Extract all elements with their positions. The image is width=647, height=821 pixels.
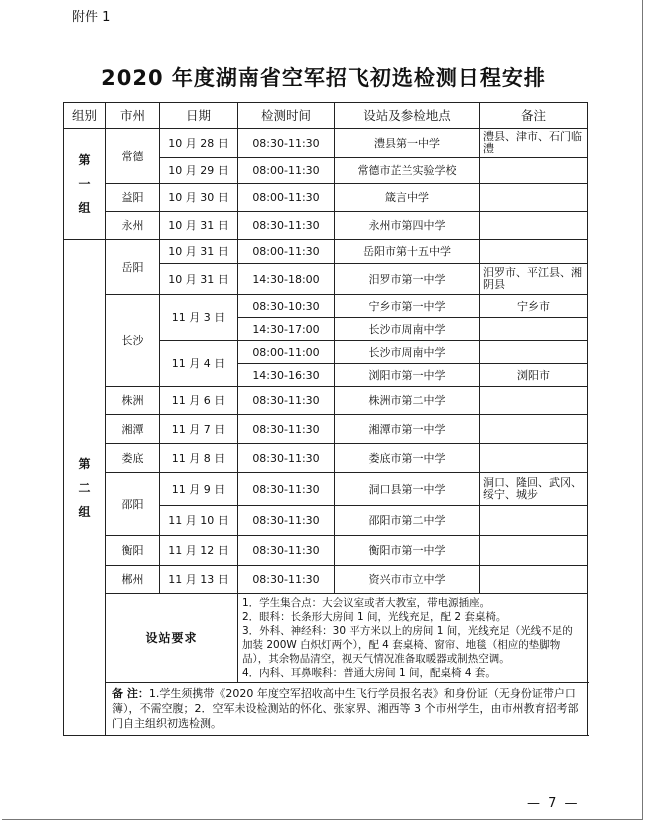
header-date: 日期 — [160, 103, 238, 129]
date-cell: 11 月 8 日 — [160, 444, 238, 473]
table-row — [64, 212, 588, 240]
site-cell: 株洲市第二中学 — [335, 387, 480, 415]
time-cell: 14:30-18:00 — [238, 264, 335, 295]
note-cell: 浏阳市 — [480, 364, 588, 387]
date-cell: 10 月 28 日 — [160, 129, 238, 158]
time-cell: 08:00-11:30 — [238, 184, 335, 212]
table-row — [64, 387, 588, 415]
date-cell: 11 月 9 日 — [160, 473, 238, 506]
header-site: 设站及参检地点 — [335, 103, 480, 129]
site-cell: 宁乡市第一中学 — [335, 295, 480, 318]
time-cell: 08:30-11:30 — [238, 536, 335, 566]
time-cell: 14:30-16:30 — [238, 364, 335, 387]
city-cell: 株洲 — [106, 387, 160, 415]
header-note: 备注 — [480, 103, 588, 129]
note-cell — [480, 212, 588, 240]
city-cell: 郴州 — [106, 566, 160, 594]
note-cell — [480, 444, 588, 473]
site-cell: 娄底市第一中学 — [335, 444, 480, 473]
note-cell — [480, 240, 588, 264]
time-cell: 14:30-17:00 — [238, 318, 335, 341]
table-row — [64, 415, 588, 444]
site-cell: 澧县第一中学 — [335, 129, 480, 158]
time-cell: 08:00-11:30 — [238, 158, 335, 184]
site-cell: 常德市芷兰实验学校 — [335, 158, 480, 184]
note-cell — [480, 387, 588, 415]
table-row — [64, 444, 588, 473]
date-cell: 10 月 30 日 — [160, 184, 238, 212]
time-cell: 08:30-11:30 — [238, 212, 335, 240]
time-cell: 08:00-11:00 — [238, 341, 335, 364]
page-title: 2020 年度湖南省空军招飞初选检测日程安排 — [101, 66, 546, 90]
note-cell: 澧县、津市、石门临澧 — [480, 129, 588, 158]
table-header-row — [64, 103, 588, 129]
site-cell: 岳阳市第十五中学 — [335, 240, 480, 264]
table-row — [64, 129, 588, 158]
site-cell: 汨罗市第一中学 — [335, 264, 480, 295]
group-cell: 第 二 组 — [64, 240, 106, 736]
note-cell — [480, 415, 588, 444]
date-cell: 11 月 13 日 — [160, 566, 238, 594]
city-cell: 长沙 — [106, 295, 160, 387]
time-cell: 08:30-11:30 — [238, 473, 335, 506]
site-cell: 长沙市周南中学 — [335, 341, 480, 364]
requirement-item: 4．内科、耳鼻喉科：普通大房间 1 间，配桌椅 4 套。 — [242, 667, 496, 679]
date-cell: 11 月 3 日 — [160, 295, 238, 341]
date-cell: 10 月 31 日 — [160, 240, 238, 264]
note-cell — [480, 506, 588, 536]
note-cell — [480, 318, 588, 341]
requirement-item: 1．学生集合点：大会议室或者大教室，带电源插座。 — [242, 597, 491, 609]
site-cell: 永州市第四中学 — [335, 212, 480, 240]
date-cell: 11 月 10 日 — [160, 506, 238, 536]
note-cell — [480, 536, 588, 566]
note-cell — [480, 158, 588, 184]
note-cell — [480, 566, 588, 594]
site-cell: 长沙市周南中学 — [335, 318, 480, 341]
group-cell: 第 一 组 — [64, 129, 106, 240]
table-row — [64, 566, 588, 594]
note-cell — [480, 184, 588, 212]
note-cell: 洞口、隆回、武冈、绥宁、城步 — [480, 473, 588, 506]
requirements-row — [64, 594, 588, 683]
city-cell: 永州 — [106, 212, 160, 240]
schedule-table — [63, 102, 588, 736]
table-row — [64, 240, 588, 264]
city-cell: 娄底 — [106, 444, 160, 473]
site-cell: 衡阳市第一中学 — [335, 536, 480, 566]
site-cell: 邵阳市第二中学 — [335, 506, 480, 536]
note-cell: 汨罗市、平江县、湘阴县 — [480, 264, 588, 295]
time-cell: 08:30-11:30 — [238, 444, 335, 473]
header-time: 检测时间 — [238, 103, 335, 129]
time-cell: 08:00-11:30 — [238, 240, 335, 264]
table-row — [64, 184, 588, 212]
date-cell: 10 月 29 日 — [160, 158, 238, 184]
time-cell: 08:30-10:30 — [238, 295, 335, 318]
time-cell: 08:30-11:30 — [238, 415, 335, 444]
time-cell: 08:30-11:30 — [238, 129, 335, 158]
date-cell: 11 月 4 日 — [160, 341, 238, 387]
time-cell: 08:30-11:30 — [238, 387, 335, 415]
date-cell: 11 月 7 日 — [160, 415, 238, 444]
site-cell: 湘潭市第一中学 — [335, 415, 480, 444]
note-cell: 宁乡市 — [480, 295, 588, 318]
header-group: 组别 — [64, 103, 106, 129]
footnote-cell — [106, 683, 588, 736]
time-cell: 08:30-11:30 — [238, 506, 335, 536]
site-cell: 资兴市市立中学 — [335, 566, 480, 594]
requirement-item: 2．眼科：长条形大房间 1 间，光线充足，配 2 套桌椅。 — [242, 611, 507, 623]
date-cell: 10 月 31 日 — [160, 212, 238, 240]
note-cell — [480, 341, 588, 364]
date-cell: 10 月 31 日 — [160, 264, 238, 295]
city-cell: 湘潭 — [106, 415, 160, 444]
footnote-text: 1.学生须携带《2020 年度空军招收高中生飞行学员报名表》和身份证（无身份证带户口簿），不需空腹；2．空军未设检测站的怀化、张家界、湘西等 3 个市州学生，由市州教育招考部门自主组织初选检测。 — [112, 687, 579, 730]
site-cell: 洞口县第一中学 — [335, 473, 480, 506]
footnote-row — [64, 683, 588, 736]
page-number: — 7 — — [527, 796, 580, 811]
time-cell: 08:30-11:30 — [238, 566, 335, 594]
footnote-label: 备 注： — [112, 687, 149, 700]
date-cell: 11 月 12 日 — [160, 536, 238, 566]
requirements-label: 设站要求 — [106, 594, 238, 683]
attachment-label: 附件 1 — [72, 10, 111, 25]
date-cell: 11 月 6 日 — [160, 387, 238, 415]
table-row — [64, 473, 588, 506]
city-cell: 邵阳 — [106, 473, 160, 536]
site-cell: 浏阳市第一中学 — [335, 364, 480, 387]
table-row — [64, 536, 588, 566]
city-cell: 常德 — [106, 129, 160, 184]
requirements-text — [238, 594, 588, 683]
city-cell: 岳阳 — [106, 240, 160, 295]
city-cell: 益阳 — [106, 184, 160, 212]
city-cell: 衡阳 — [106, 536, 160, 566]
header-city: 市州 — [106, 103, 160, 129]
requirement-item: 3．外科、神经科：30 平方米以上的房间 1 间，光线充足（光线不足的加装 200W 白炽灯两个），配 4 套桌椅、窗帘、地毯（相应的垫脚物品），其余物品清空，视天气情况准备取暖器或制热空调。 — [242, 625, 573, 665]
site-cell: 箴言中学 — [335, 184, 480, 212]
table-row — [64, 295, 588, 318]
